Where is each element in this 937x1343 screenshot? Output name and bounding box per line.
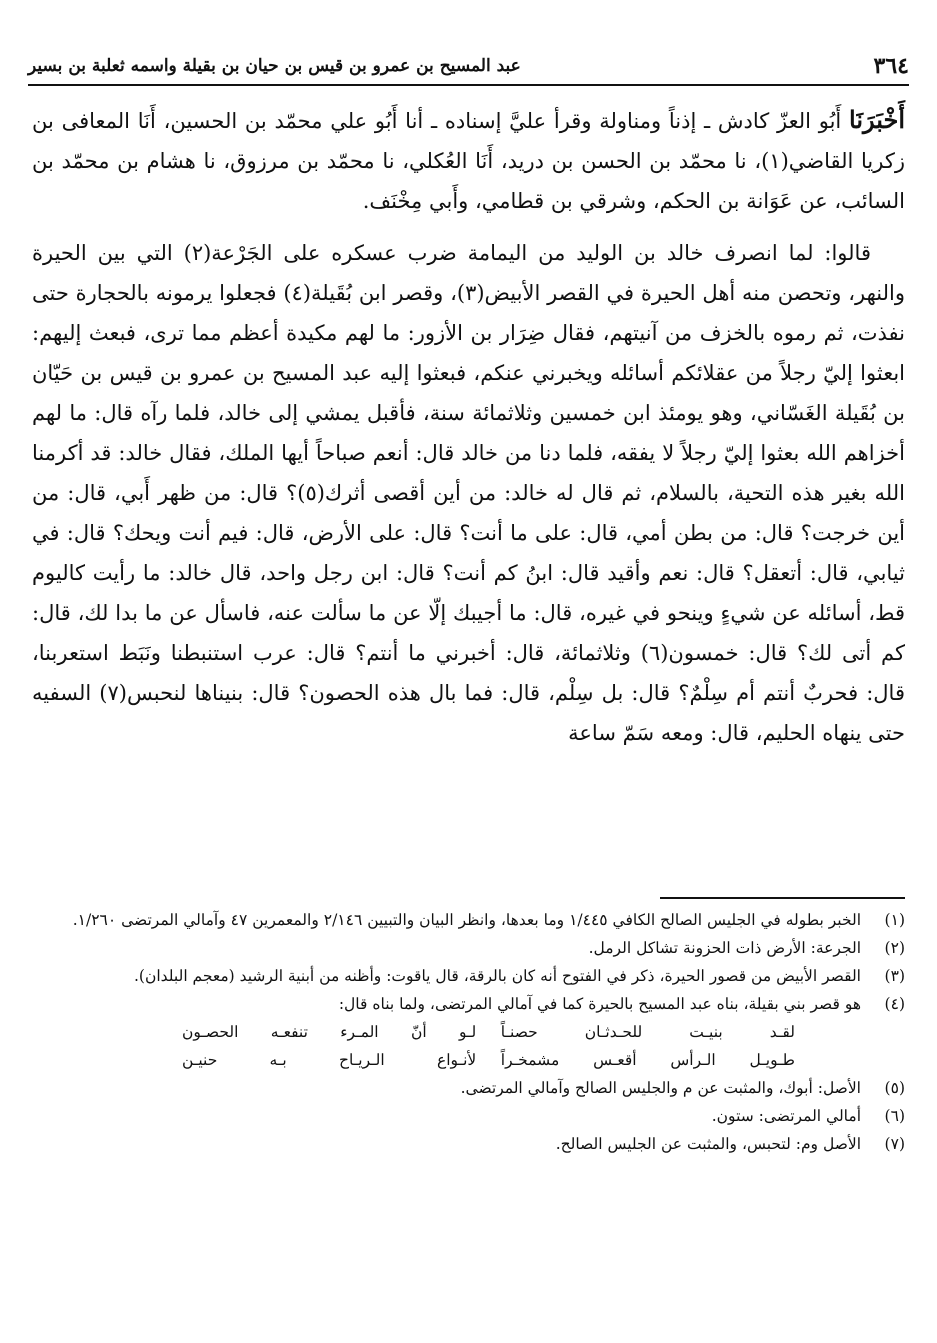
footnote [32,1104,905,1129]
footnote-number: (٧) [884,1135,905,1153]
footnote [32,1132,905,1157]
footnote [32,964,905,989]
footnote-number: (١) [884,911,905,929]
paragraph-isnad [32,100,905,221]
footnotes [32,908,905,1160]
main-text [32,100,905,753]
footnote-number: (٤) [884,995,905,1013]
poem-hemistich-first: طـويـل الـرأس أقعـس مشمخـراً [500,1051,795,1069]
poem-hemistich-second: لأنـواع الـريـاح بـه حنيـن [182,1051,477,1069]
page-number: ٣٦٤ [873,53,909,79]
footnote-number: (٢) [884,939,905,957]
footnote-number: (٦) [884,1107,905,1125]
footnote-text: الأصل: أبوك، والمثبت عن م والجليس الصالح وآمالي المرتضى. [460,1079,861,1097]
header-rule [28,84,909,86]
footnote-text: القصر الأبيض من قصور الحيرة، ذكر في الفتوح أنه كان بالرقة، قال ياقوت: وأظنه من أبنية الرشيد (معجم البلدان). [133,967,861,985]
footnote-text: أمالي المرتضى: ستون. [711,1107,861,1125]
poem-hemistich-second: لـو أنّ المـرء تنفعـه الحصـون [182,1023,477,1041]
footnote [32,908,905,933]
footnote-rule [660,897,905,899]
footnote-text: الأصل وم: لتحبس، والمثبت عن الجليس الصالح. [555,1135,861,1153]
footnote-text: هو قصر بني بقيلة، بناه عبد المسيح بالحيرة كما في آمالي المرتضى، ولما بناه قال: [338,995,861,1013]
footnote [32,936,905,961]
paragraph-isnad-text: أَبُو العزّ كادش ـ إذناً ومناولة وقرأ عليَّ إسناده ـ أنا أَبُو علي محمّد بن الحسين، أَنَا المعافى بن زكريا القاضي(١)، نا محمّد بن الحسن بن دريد، أَنَا العُكلي، نا محمّد بن مرزوق، نا هشام بن محمّد بن السائب، عن عَوَانة بن الحكم، وشرقي بن قطامي، وأَبي مِخْنَف. [32,109,905,213]
footnote-number: (٣) [884,967,905,985]
poem-verse [32,1020,905,1045]
footnote [32,992,905,1017]
lead-word: أَخْبَرَنَا [849,105,905,134]
footnote-number: (٥) [884,1079,905,1097]
footnote [32,1076,905,1101]
paragraph-narrative: قالوا: لما انصرف خالد بن الوليد من اليمامة ضرب عسكره على الجَرْعة(٢) التي بين الحيرة والنهر، وتحصن منه أهل الحيرة في القصر الأبيض(٣)، وقصر ابن بُقَيلة(٤) فجعلوا يرمونه بالحجارة حتى نفذت، ثم رموه بالخزف من آنيتهم، فقال ضِرَار بن الأزور: ما لهم مكيدة أعظم مما ترى، فبعث إليهم: ابعثوا إليّ رجلاً من عقلائكم أسائله ويخبرني عنكم، فبعثوا إليه عبد المسيح بن عمرو بن قيس بن حَيّان بن بُقَيلة الغَسّاني، وهو يومئذ ابن خمسين وثلاثمائة سنة، فأقبل يمشي إلى خالد، فلما رآه قال: ما لهم أخزاهم الله بعثوا إليّ رجلاً لا يفقه، فلما دنا من خالد قال: أنعم صباحاً أيها الملك، فقال خالد: قد أكرمنا الله بغير هذه التحية، بالسلام، ثم قال له خالد: من أين أقصى أثرك(٥)؟ قال: من ظهر أَبي، قال: من أين خرجت؟ قال: من بطن أمي، قال: على ما أنت؟ قال: على الأرض، قال: فيم أنت ويحك؟ قال: في ثيابي، قال: أتعقل؟ قال: نعم وأقيد قال: ابنُ كم أنت؟ قال: ابن رجل واحد، قال خالد: ما رأيت كاليوم قط، أسائله عن شيءٍ وينحو في غيره، قال: ما أجيبك إلّا عن ما سألت عنه، فاسأل عن ما بدا لك، قال: كم أتى لك؟ قال: خمسون(٦) وثلاثمائة، قال: أخبرني ما أنتم؟ قال: عرب استنبطنا ونَبَط استعربنا، قال: فحربٌ أنتم أم سِلْمٌ؟ قال: بل سِلْم، قال: فما بال هذه الحصون؟ قال: بنيناها لنحبس(٧) السفيه حتى ينهاه الحليم، قال: ومعه سَمّ ساعة [32,241,905,745]
footnote-text: الجرعة: الأرض ذات الحزونة تشاكل الرمل. [588,939,861,957]
running-title: عبد المسيح بن عمرو بن قيس بن حيان بن بقيلة واسمه ثعلبة بن بسير [28,56,521,76]
poem-verse [32,1048,905,1073]
page-header [28,50,909,82]
poem-hemistich-first: لقـد بنيـت للحـدثـان حصنـاً [500,1023,795,1041]
footnote-text: الخبر بطوله في الجليس الصالح الكافي ١/٤٤٥ وما بعدها، وانظر البيان والتبيين ٢/١٤٦ والمعمرين ٤٧ وآمالي المرتضى ١/٢٦٠. [72,911,861,929]
